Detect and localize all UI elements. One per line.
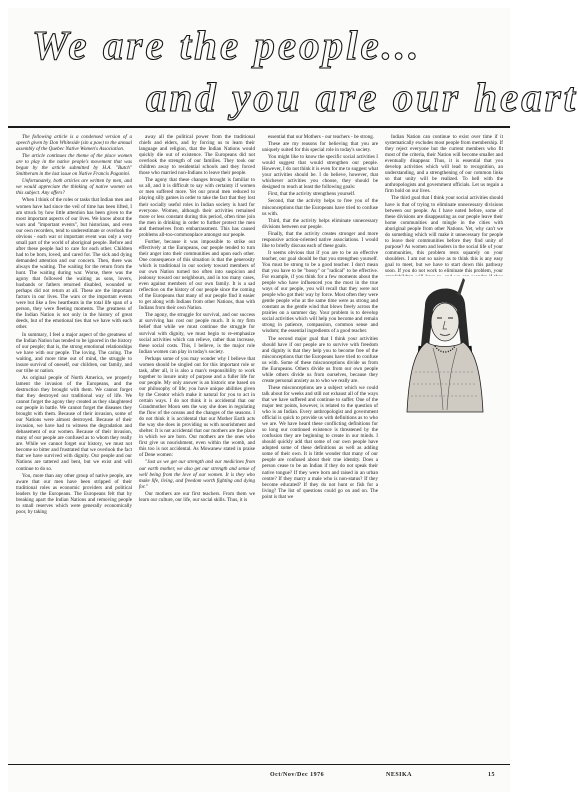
article-paragraph: Second, that the activity helps to free you of the misconceptions that the Europeans have tried to confuse us with. bbox=[262, 198, 378, 217]
intro-paragraph: Unfortunately, both articles are written by men, and we would appreciate the thinking of native women on this subject. Any offers? bbox=[16, 178, 132, 197]
publication-name: NESIKA bbox=[386, 772, 413, 778]
article-paragraph: In summary, I feel a major aspect of the greatness of the Indian Nation has tended to be ignored in the history of our people; that is, the strong emotional relationships we have with our people. The loving. The caring. The waiting, and more time out of mind, the struggle to insure survival of oneself, our children, our family, and our tribe or nation. bbox=[16, 331, 132, 374]
intro-paragraph: The following article is a condensed version of a speech given by Don Whiteside (sin a paw) to the annual assembly of the Quebec Native Women's Association. bbox=[16, 134, 132, 153]
issue-date: Oct/Nov/Dec 1976 bbox=[270, 772, 325, 778]
article-paragraph: Further, because it was impossible to strike out effectively at the Europeans, our people tended to turn their anger into their communities and upon each other. One consequence of this situation is that the generosity which is traditional in our society toward members of our own Nation turned too often into suspicion and jealousy toward our neighbours, and in too many cases, even against members of our own family. It is a sad reflection on the history of our people since the coming of the Europeans that many of our people find it easier to get along with Indians from other Nations, than with Indians from their own Nation. bbox=[139, 238, 255, 312]
article-paragraph: You might like to know the specific social activities I would suggest that would strengthen our people. However, I do not think it is even for me to suggest what your activities should be. I do believe, however, that whichever activities you choose, they should be designed to reach at least the following goals: bbox=[262, 154, 378, 191]
article-column-1 bbox=[16, 134, 132, 760]
article-paragraph: The second major goal that I think your activities should have if our people are to survive with freedom and dignity is that they help you to become free of the misconceptions that the Europeans have tried to confuse us with. Some of these misconceptions divide us from the Europeans. Others divide us from our own people while others divide us from ourselves, because they create personal anxiety as to who we really are. bbox=[262, 335, 378, 384]
bottom-rule bbox=[8, 764, 510, 765]
quotation: "Just as we get our strength and our medicines from our earth mother, we also get our strength and sense of well being from the love of our women. It is they who make life, living, and freedom worth fighting and dying for." bbox=[139, 459, 255, 490]
article-column-4 bbox=[385, 134, 503, 760]
article-paragraph: Third, that the activity helps eliminate unnecessary divisions between our people. bbox=[262, 217, 378, 230]
intro-paragraph: The article continues the theme of the place women are to play in the native people's movement that was begun by the article submitted by H.A. "Butch" Smitheram in the last issue on Native Francis Paganini. bbox=[16, 153, 132, 178]
article-paragraph: essential that our Mothers - our teachers - be strong. bbox=[268, 134, 375, 140]
article-paragraph: It seems obvious that if you are to be an effective teacher, our goal should be that you strengthen yourself. You must be strong to be a good teacher. I don't mean that you have to be "bossy" or "radical" to be effective. For example, if you think for a few moments about the people who have influenced you the most in the true ways of our people, you will recall that they were not people who got their way by force. Most often they were gentle people who at the same time were as strong and constant as the gentle wind that blows freely across the prairies on a summer day. Your problem is to develop social activities which will help you become and remain strong in patience, compassion, common sense and wisdom; the essential ingredients of a good teacher. bbox=[262, 249, 378, 335]
headline bbox=[26, 14, 578, 124]
headline-line-1: We are the people... bbox=[32, 22, 422, 68]
top-rule bbox=[8, 126, 510, 128]
article-paragraph: Finally, that the activity creates stronger and more responsive action-oriented native associations. I would like to briefly discuss each of these goals. bbox=[262, 230, 378, 249]
article-paragraph: First, that the activity strengthens yourself. bbox=[268, 191, 356, 198]
article-paragraph: As original people of North America, we properly lament the invasion of the Europeans, and the destruction they brought with them. We cannot forget that they destroyed our traditional way of life. We cannot forget the agony they created as they slaughtered our people in battle. We cannot forget the diseases they brought with them. Because of their invasion, some of our Nations were almost destroyed. Because of their invasion, we have had to witness the degradation and debasement of our women. Because of their invasion, many of our people are confused as to whom they really are. While we cannot forget our history, we must not become so bitter and frustrated that we overlook the fact that we have survived with dignity. Our people and our Nations are tattered and bent, but we exist and will continue to do so. bbox=[16, 374, 132, 472]
article-paragraph: Our mothers are our first teachers. From them we learn our culture, our life, our social skills. Thus, it is bbox=[139, 490, 255, 503]
page-number: 15 bbox=[488, 772, 495, 778]
page-footer bbox=[8, 768, 510, 786]
portrait-drawing bbox=[385, 276, 503, 414]
article-paragraph: The agony that these changes brought is familiar to us all, and it is difficult to say with certainty if women or men suffered more. Yet our proud men reduced to playing silly games in order to take the fact that they lost their socially useful roles in Indian society is hard for everyone. Women, although their activities remained more or less constant during this period, often time join the men in drinking in order to further protect the men and themselves from embarrassment. This has caused problems all-too-commonplace amongst our people. bbox=[139, 177, 255, 238]
article-column-3 bbox=[262, 134, 378, 760]
article-paragraph: These misconceptions are a subject which we could talk about for weeks and still not exhaust all of the ways that we have suffered and continue to suffer. One of the major test points, however, is related to the question of who is an Indian. Every anthropologist and government official is quick to provide us with definitions as to who we are. We have heard these conflicting definitions for so long our continued existence is threatened by the confusion they are beginning to create in our minds. I should quickly add that some of our own people have adopted some of these definitions as well as adding some of their own. It is little wonder that many of our people are confused about their true identity. Does a person cease to be an Indian if they do not speak their native tongue? If they were born and raised in an urban centre? If they marry a male who is non-status? If they become educated? If they do not hunt or fish for a living? The list of questions could go on and on. The point is that we bbox=[262, 384, 378, 500]
article-paragraph: Indian Nation can continue to exist over time if it systematically excludes most people from membership. If they reject everyone but the current members who fit most of the criteria, their Nation will become smaller and eventually disappear. Thus, it is essential that you develop activities which will lead to recognition, an understanding, and a strengthening of our common links so that unity will be realized. To hell with the anthropologists and government officials. Let us regain a firm hold on our lives. bbox=[385, 134, 503, 195]
magazine-page bbox=[8, 8, 578, 792]
article-paragraph: These are my reasons for believing that you are uniquely suited for this special role in today's society. bbox=[262, 141, 378, 154]
portrait-illustration bbox=[385, 276, 503, 414]
article-paragraph: Perhaps some of you may wonder why I believe that women should be singled out for this important role or task, after all, it is also a man's responsibility to work together to insure unity of purpose and a fuller life for our people. My only answer is an historic one based on our philosophy of life; you have unique abilities given by the Creator which make it natural for you to act in certain ways. I do not think it is accidental that our Grandmother Moon sets the way she does in regulating the flow of the oceans and the changes of the seasons. I do not think it is accidental that our Mother Earth acts the way she does in providing us with nourishment and shelter. It is not accidental that our mothers are the place in which we are born. Our mothers are the ones who first give us nourishment, even within the womb, and this too is not accidental. As Mowanew stated in praise of Dene women: bbox=[139, 355, 255, 459]
article-paragraph: away all the political power from the traditional chiefs and elders, and by forcing us to learn their language and religion, that the Indian Nations would quickly die out of existence. The Europeans did not overlook the strength of our families. They took our children away to residential schools and they forced those who married non-Indians to leave their people. bbox=[139, 134, 255, 177]
article-paragraph: When I think of the roles or tasks that Indian men and women have had since the veil of time has been lifted, I am struck by how little attention has been given to the most important aspects of our lives. We know about the wars and "important events", but historians, and even our own recorders, tend to underestimate or overlook the obvious - each war or important event was only a very small part of the world of aboriginal people. Before and after these people had to care for each other. Children had to be born, loved, and cared for. The sick and dying demanded attention and our concern. Then, there was always the waiting. The waiting for the return from the hunt. The waiting during war. Worse, there was the agony that followed the waiting as sons, lovers, husbands or fathers returned disabled, wounded or perhaps did not return at all. These are the important factors in our lives. The wars or the important events were but like a few heartbeats in the total life span of a person, they were fleeting moments. The greatness of the Indian Nation is not only in the history of great deeds, but of the emotional ties that we have with each other. bbox=[16, 197, 132, 331]
article-paragraph: The third goal that I think your social activities should have is that of trying to eliminate unnecessary divisions between our people. As I have noted before, some of these divisions are disappearing as our people leave their home communities and mingle in the cities with aboriginal people from other Nations. Yet, why can't we do something which will make it unnecessary for people to leave their communities before they find unity of purpose? As women and leaders in the social life of your communities, this problem rests squarely on your shoulders. I am not so naive as to think this is any easy goal to meet, but we have to start down this pathway soon. If you do not work to eliminate this problem, your bbox=[385, 195, 503, 275]
headline-line-2: and you are our heart bbox=[146, 74, 578, 120]
article-column-2 bbox=[139, 134, 255, 760]
article-paragraph: The agony, the struggle for survival, and our success at surviving has cost our people much. It is my firm belief that while we must continue the struggle for survival with dignity, we must begin to re-emphasize social activities which can relieve, rather than increase, these social costs. This, I believe, is the major role Indian women can play in today's society. bbox=[139, 312, 255, 355]
article-paragraph: You, more than any other group of native people, are aware that our men have been stripped of their traditional roles as economic providers and political leaders by the Europeans. The Europeans felt that by breaking apart the Indian Nations and removing people to small reserves which were generally economically poor, by taking bbox=[16, 472, 132, 515]
